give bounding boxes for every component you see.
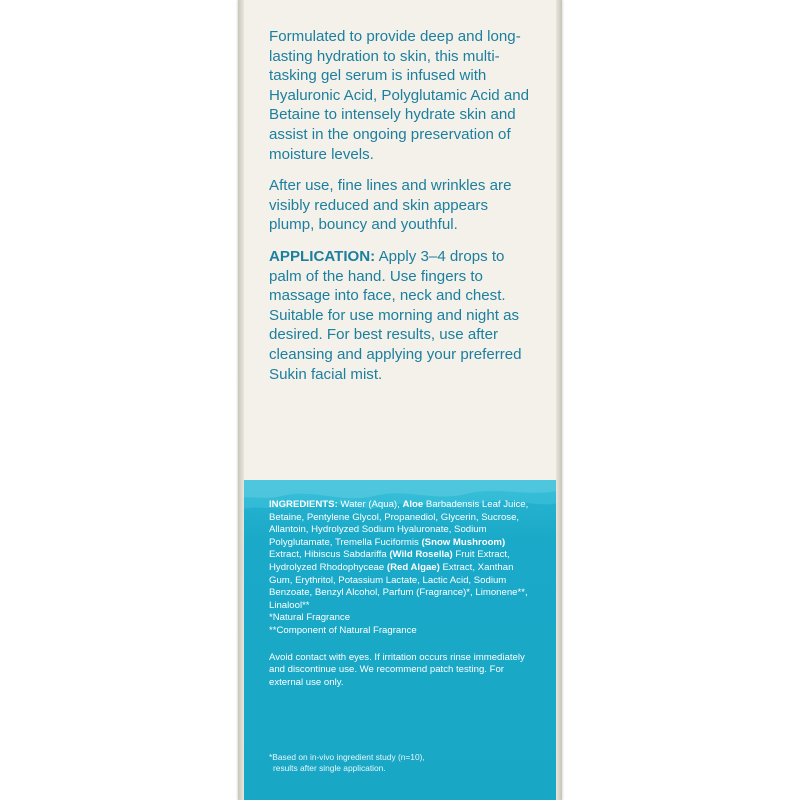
ingredients-panel (238, 480, 562, 800)
footnote-line-1: *Based on in-vivo ingredient study (n=10), (269, 752, 425, 762)
ingredients-part-1: Water (Aqua), (337, 499, 403, 510)
description-paragraph-1: Formulated to provide deep and long-lasting hydration to skin, this multi-tasking gel serum is infused with Hyaluronic Acid, Polyglutamic Acid and Betaine to intensely hydrate skin and assist in the ongoing preservation of moisture levels. (269, 28, 530, 163)
ingredients-part-2: Aloe (402, 499, 424, 510)
caution-text: Avoid contact with eyes. If irritation occurs rinse immediately and discontinue use. We recommend patch testing. For external use only. (269, 651, 525, 688)
ingredients-list (269, 499, 531, 612)
ingredients-part-8: (Red Algae) (386, 561, 440, 573)
footnote-line-2: results after single application. (273, 763, 386, 773)
ingredients-part-5: Extract, Hibiscus Sabdariffa (269, 549, 390, 561)
ingredients-part-4: (Snow Mushroom) (421, 536, 506, 548)
natural-fragrance-note: *Natural Fragrance (269, 612, 351, 624)
ingredients-label: INGREDIENTS: (269, 499, 338, 510)
description-copy (269, 27, 535, 396)
ingredients-part-7: Fruit Extract, Hydrolyzed Rhodophyceae (269, 549, 510, 573)
fragrance-component-note: **Component of Natural Fragrance (269, 624, 417, 636)
ingredients-part-3: Barbadensis Leaf Juice, Betaine, Pentylene Glycol, Propanediol, Glycerin, Sucrose, Allantoin, Hydrolyzed Sodium Hyaluronate, Sodium Polyglutamate, Tremella Fuciformis (269, 499, 529, 548)
ingredients-block (269, 499, 531, 689)
box-left-edge (238, 0, 244, 800)
ingredients-part-9: Extract, Xanthan Gum, Erythritol, Potassium Lactate, Lactic Acid, Sodium Benzoate, Benzyl Alcohol, Parfum (Fragrance)*, Limonene**, Linalool** (269, 561, 528, 611)
study-footnote (269, 752, 531, 774)
box-right-edge (556, 0, 562, 800)
ingredients-part-6: (Wild Rosella) (389, 549, 453, 561)
description-paragraph-2: After use, fine lines and wrinkles are visibly reduced and skin appears plump, bouncy and youthful. (269, 177, 512, 234)
application-paragraph (269, 247, 535, 384)
application-label: APPLICATION: (269, 247, 376, 265)
application-text: Apply 3–4 drops to palm of the hand. Use fingers to massage into face, neck and chest. Suitable for use morning and night as desired. For best results, use after cleansing and applying your preferred Sukin facial mist. (269, 247, 522, 383)
description-panel (238, 0, 562, 480)
product-box-side-panel (238, 0, 562, 800)
